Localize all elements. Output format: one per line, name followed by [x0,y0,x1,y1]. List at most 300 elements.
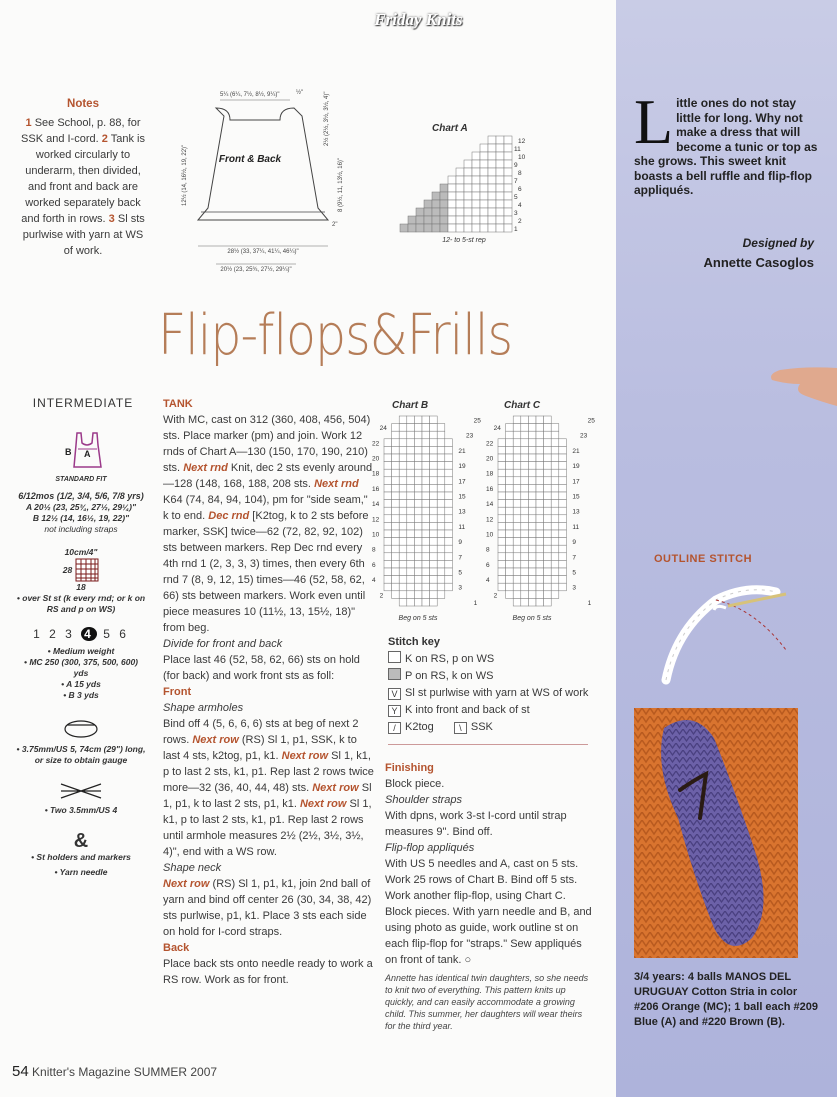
chart-a-row-number: 1 [514,226,518,233]
chartC-cell [551,507,559,515]
chartC-cell [528,560,536,568]
chartB-cell [422,530,430,538]
shape-neck: Shape neck [163,862,222,874]
chart-a-cell [448,176,456,184]
chartC-cell [528,583,536,591]
stitch-key [388,634,600,736]
chartB-cell [422,439,430,447]
chartB-cell [445,583,453,591]
tank-text-4: [K2tog, k to 2 sts before marker, SSK] twice—62 (72, 82, 92, 102) sts between markers. Rep Dec rnd every 4th rnd 1 (2, 3, 3, 3) times, then every 6th rnd 7 (8, 9, 12, 15) times—46 (52, 58, 62, 66) sts between markers. Work even until piece measures 10 (11½, 13, 15½, 18)" from beg. [163,510,369,634]
note-text: Sl sts purlwise with yarn at WS of work. [22,213,145,257]
tank-heading: TANK [163,398,193,410]
chartB-cell [392,500,400,508]
skill-level: INTERMEDIATE [32,396,134,410]
chartB-cell [399,507,407,515]
chartC-cell [528,469,536,477]
chartB-cell [399,462,407,470]
chartC-cell [506,454,514,462]
chart-a-cell [400,224,408,232]
chart-c-title: Chart C [504,400,541,411]
chartB-row-number: 14 [372,501,380,509]
notes-title: Notes [67,98,99,110]
chartC-cell [528,500,536,508]
chartB-cell [414,591,422,599]
chartC-cell [513,576,521,584]
chartB-cell [430,560,438,568]
chart-a-cell [472,216,480,224]
chartC-cell [506,500,514,508]
chart-a-row-number: 11 [514,146,521,153]
chartB-cell [430,515,438,523]
yarn-mc: • MC 250 (300, 375, 500, 600) yds [23,657,139,678]
chartB-cell [392,454,400,462]
gauge-grid-icon [75,558,99,582]
chartC-row-number: 25 [587,417,595,425]
chartC-cell [544,431,552,439]
flip-heading: Flip-flop appliqués [385,842,475,854]
chartB-cell [437,446,445,454]
chartB-cell [437,454,445,462]
chart-a-cell [424,208,432,216]
chartB-cell [407,553,415,561]
chart-a-cell [504,224,512,232]
chartC-row-number: 7 [572,554,577,562]
chartB-cell [399,484,407,492]
chartC-cell [559,462,567,470]
chartC-cell [521,492,529,500]
schematic-width-a: 28½ (33, 37¼, 41¼, 46¼)" [227,249,299,255]
measure-b: B 12½ (14, 16½, 19, 22)" [32,513,130,523]
chart-a-cell [464,176,472,184]
chartB-cell [422,469,430,477]
chartC-cell [513,454,521,462]
pattern-title: Flip-flops&Frills [158,302,513,368]
chart-a-cell [496,160,504,168]
chartC-cell [521,522,529,530]
schematic-lower: 8 (9½, 11, 13½, 16)" [338,157,344,212]
chartB-cell [414,454,422,462]
chart-a-cell [440,184,448,192]
chartC-cell [506,446,514,454]
chartC-cell [536,439,544,447]
chart-a-cell [432,208,440,216]
chartC-cell [506,530,514,538]
chartC-cell [506,545,514,553]
chartC-row-number: 4 [486,577,490,585]
chartC-cell [498,530,506,538]
chartB-cell [407,522,415,530]
chartC-row-number: 13 [572,508,580,516]
chartB-cell [399,568,407,576]
chartC-cell [551,439,559,447]
chartC-cell [513,416,521,424]
chartB-cell [437,507,445,515]
chart-a-grid [400,136,526,233]
chartC-cell [521,576,529,584]
chart-a-cell [480,192,488,200]
chart-a-cell [440,224,448,232]
chartB-cell [414,446,422,454]
key-item [388,685,600,702]
chartB-cell [437,553,445,561]
chartB-row-number: 19 [458,463,466,471]
chart-a-cell [416,224,424,232]
chartC-row-number: 18 [486,470,494,478]
chart-a-cell [496,200,504,208]
chartC-cell [559,469,567,477]
sidebar-specs [16,425,146,886]
chartC-cell [528,424,536,432]
chartC-cell [521,446,529,454]
chartB-row-number: 21 [458,447,466,455]
chartB-cell [407,454,415,462]
intro-body: ittle ones do not stay little for long. Why not make a dress that will become a tunic or top as she grows. This sweet knit boasts a bell ruffle and flip-flop appliqués. [634,96,818,197]
chartB-cell [437,439,445,447]
chartC-cell [559,538,567,546]
ampersand-icon: & [73,830,89,852]
needle-dpn: • Two 3.5mm/US 4 [44,805,118,815]
chartC-cell [506,560,514,568]
designer-name: Annette Casoglos [703,255,814,270]
chartC-cell [536,522,544,530]
chartC-cell [521,583,529,591]
chartC-cell [513,500,521,508]
fit-label-b: B [65,447,72,457]
chartC-cell [536,477,544,485]
flip-paragraph [385,856,593,968]
chartB-cell [384,568,392,576]
chartB-cell [445,560,453,568]
chartB-row-number: 2 [379,592,384,600]
chartB-cell [422,462,430,470]
chartB-cell [384,477,392,485]
chartB-cell [407,530,415,538]
chartB-cell [407,484,415,492]
page-number: 54 [12,1063,29,1080]
chartC-cell [544,446,552,454]
chartC-cell [551,576,559,584]
chartC-cell [506,462,514,470]
chartB-cell [430,553,438,561]
chart-a-row-number: 10 [518,154,526,161]
chartC-cell [513,439,521,447]
shape-armholes: Shape armholes [163,702,244,714]
chartB-cell [399,538,407,546]
chartC-cell [513,530,521,538]
chartC-row-number: 23 [580,432,588,440]
chart-a-cell [432,192,440,200]
neck-text: (RS) Sl 1, p1, k1, join 2nd ball of yarn and bind off center 26 (30, 34, 38, 42) sts purlwise, p1, k1. Place 3 sts each side on hold for I-cord straps. [163,878,372,938]
chart-a-cell [504,184,512,192]
chartB-cell [392,522,400,530]
chart-a-row-number: 9 [514,162,518,169]
chartC-row-number: 14 [486,501,494,509]
divider [388,744,588,745]
chart-a-cell [496,224,504,232]
chart-a-row-number: 8 [518,170,522,177]
chart-a-row-number: 6 [518,186,522,193]
chartB-cell [430,591,438,599]
chart-a-cell [504,216,512,224]
chartC-cell [498,477,506,485]
chartB-cell [407,598,415,606]
chart-a [394,120,554,250]
chartB-cell [445,538,453,546]
chartC-cell [528,446,536,454]
chartB-cell [437,545,445,553]
chart-a-cell [480,176,488,184]
chartB-cell [430,530,438,538]
chart-a-cell [480,144,488,152]
chartC-cell [528,576,536,584]
chartB-cell [430,424,438,432]
chart-a-cell [488,216,496,224]
chartC-cell [506,507,514,515]
chartB-cell [445,568,453,576]
chartC-cell [506,439,514,447]
chartB-cell [392,492,400,500]
chart-a-cell [424,216,432,224]
chartC-cell [536,530,544,538]
chartB-cell [422,568,430,576]
finishing-heading: Finishing [385,762,434,774]
chartC-cell [551,515,559,523]
chartB-cell [392,446,400,454]
chartB-cell [407,477,415,485]
chartC-cell [498,560,506,568]
chartC-row-number: 2 [493,592,498,600]
chart-a-cell [496,216,504,224]
chartC-cell [544,583,552,591]
chartC-cell [559,553,567,561]
chart-a-cell [472,184,480,192]
fit-label-a: A [84,449,91,459]
chartB-row-number: 15 [458,493,466,501]
chartB-cell [399,560,407,568]
chartB-cell [399,454,407,462]
chart-a-cell [456,176,464,184]
arm-text-5: Sl 1, k1, p to last 2 sts, k1, p1. Rep last 2 rows until armhole measures 2½ (2½, 3½, 3½, 4)", end with a WS row. [163,798,372,858]
chartB-cell [422,598,430,606]
chartC-cell [536,545,544,553]
chartB-cell [407,583,415,591]
designed-by: Designed by [742,236,814,250]
chartB-cell [445,545,453,553]
chartB-cell [437,431,445,439]
chartB-cell [407,515,415,523]
block-text: Block piece. [385,778,445,790]
flip-text: With US 5 needles and A, cast on 5 sts. Work 25 rows of Chart B. Bind off 5 sts. Work another flip-flop, using Chart C. Block pieces. With yarn needle and B, and using photo as guide, work outline st on each flip-flop for "straps." Sew appliqués on front of tank. [385,858,592,966]
chart-a-cell [488,136,496,144]
chartB-cell [384,530,392,538]
chartC-row-number: 16 [486,485,494,493]
chart-a-cell [504,168,512,176]
chartB-cell [392,507,400,515]
chartB-row-number: 1 [473,599,478,607]
chartB-cell [392,469,400,477]
chartC-cell [536,538,544,546]
section-header: Friday Knits [374,10,463,29]
chartC-cell [536,576,544,584]
chartC-cell [551,454,559,462]
designer-bio: Annette has identical twin daughters, so she needs to knit two of everything. This pattern knits up quickly, and can easily accommodate a growing child. This summer, her daughters will wear theirs for the third year. [385,973,589,1031]
chartC-cell [544,484,552,492]
chart-a-cell [440,200,448,208]
chartC-cell [528,462,536,470]
chartB-cell [414,492,422,500]
back-heading: Back [163,942,190,954]
chartC-row-number: 6 [486,561,490,569]
chartC-cell [498,545,506,553]
chartB-cell [437,583,445,591]
chartC-cell [521,416,529,424]
chart-a-cell [496,152,504,160]
chartB-cell [384,454,392,462]
chartB-cell [392,553,400,561]
chart-a-cell [504,160,512,168]
chartB-cell [407,500,415,508]
schematic-label: Front & Back [218,154,282,165]
chartB-cell [414,553,422,561]
chartB-cell [414,462,422,470]
chartB-cell [399,424,407,432]
chartB-cell [414,560,422,568]
chartB-cell [414,545,422,553]
chartB-cell [414,439,422,447]
chartB-cell [422,500,430,508]
chartC-cell [551,568,559,576]
chartB-row-number: 8 [372,546,376,554]
chartC-cell [521,469,529,477]
gauge-text: • over St st (k every rnd; or k on RS and p on WS) [16,593,146,614]
chartC-cell [521,560,529,568]
chart-a-cell [464,216,472,224]
chartB-cell [392,515,400,523]
note-number: 3 [108,213,115,225]
chartB-cell [392,538,400,546]
weight-2: 2 [49,627,59,641]
chart-a-cell [416,208,424,216]
chartB-cell [384,553,392,561]
chartC-cell [544,515,552,523]
chartC-cell [498,484,506,492]
chartC-cell [544,560,552,568]
gauge-sts: 18 [76,582,86,592]
chartB-cell [445,507,453,515]
chart-a-cell [456,192,464,200]
chartC-cell [544,545,552,553]
note-text: See School, p. 88, for SSK and I-cord. [21,117,141,145]
chartC-cell [551,492,559,500]
chartC-cell [498,576,506,584]
chart-a-cell [480,200,488,208]
chartB-cell [445,530,453,538]
chartB-row-number: 18 [372,470,380,478]
chartC-cell [498,522,506,530]
chartC-cell [513,477,521,485]
chartB-cell [437,538,445,546]
chartC-cell [536,416,544,424]
key-text: K on RS, p on WS [405,653,495,665]
chartC-cell [506,522,514,530]
chartC-cell [498,492,506,500]
weight-6: 6 [119,627,129,641]
chartB-cell [422,431,430,439]
chartB-cell [392,484,400,492]
chartC-cell [513,591,521,599]
chart-a-cell [464,184,472,192]
chartB-cell [407,446,415,454]
chartB-cell [445,484,453,492]
chartC-cell [521,431,529,439]
chartB-cell [399,598,407,606]
chartC-cell [528,477,536,485]
chartC-row-number: 10 [486,531,494,539]
chartB-cell [445,515,453,523]
chartB-cell [384,522,392,530]
pattern-column-1 [163,396,375,988]
tank-schematic [168,86,348,276]
chartB-row-number: 16 [372,485,380,493]
chartC-cell [559,477,567,485]
chart-a-cell [456,224,464,232]
chartB-cell [414,477,422,485]
chartC-cell [536,431,544,439]
chartC-cell [528,530,536,538]
chartB-cell [407,462,415,470]
chartC-cell [536,583,544,591]
magazine-issue: Knitter's Magazine SUMMER 2007 [32,1065,218,1079]
chartB-cell [445,576,453,584]
tank-fit-icon [41,425,121,471]
chartB-cell [430,500,438,508]
chart-a-cell [488,208,496,216]
chartB-cell [422,560,430,568]
chartB-row-number: 20 [372,455,380,463]
chartB-cell [437,568,445,576]
chartB-cell [422,446,430,454]
chartC-cell [506,568,514,576]
circular-needle-icon [61,715,101,741]
chart-a-cell [472,200,480,208]
chartB-cell [407,591,415,599]
chartB-cell [414,598,422,606]
chartB-cell [430,446,438,454]
chart-a-cell [496,168,504,176]
chart-a-cell [416,216,424,224]
chartC-cell [521,530,529,538]
key-text: Sl st purlwise with yarn at WS of work [405,687,589,699]
chartC-cell [498,568,506,576]
chartB-cell [414,416,422,424]
chartB-cell [430,568,438,576]
chartC-cell [513,553,521,561]
yarn-needle: • Yarn needle [54,867,108,877]
chartC-cell [528,522,536,530]
chartB-cell [392,462,400,470]
chartB-cell [399,431,407,439]
chartC-row-number: 3 [572,584,577,592]
chartB-cell [414,484,422,492]
chart-a-cell [496,184,504,192]
chartB-row-number: 9 [458,539,463,547]
chart-a-cell [504,176,512,184]
chart-a-cell [504,136,512,144]
chartC-cell [506,515,514,523]
chartC-cell [513,424,521,432]
chart-c-grid [486,416,595,607]
chartC-cell [513,469,521,477]
